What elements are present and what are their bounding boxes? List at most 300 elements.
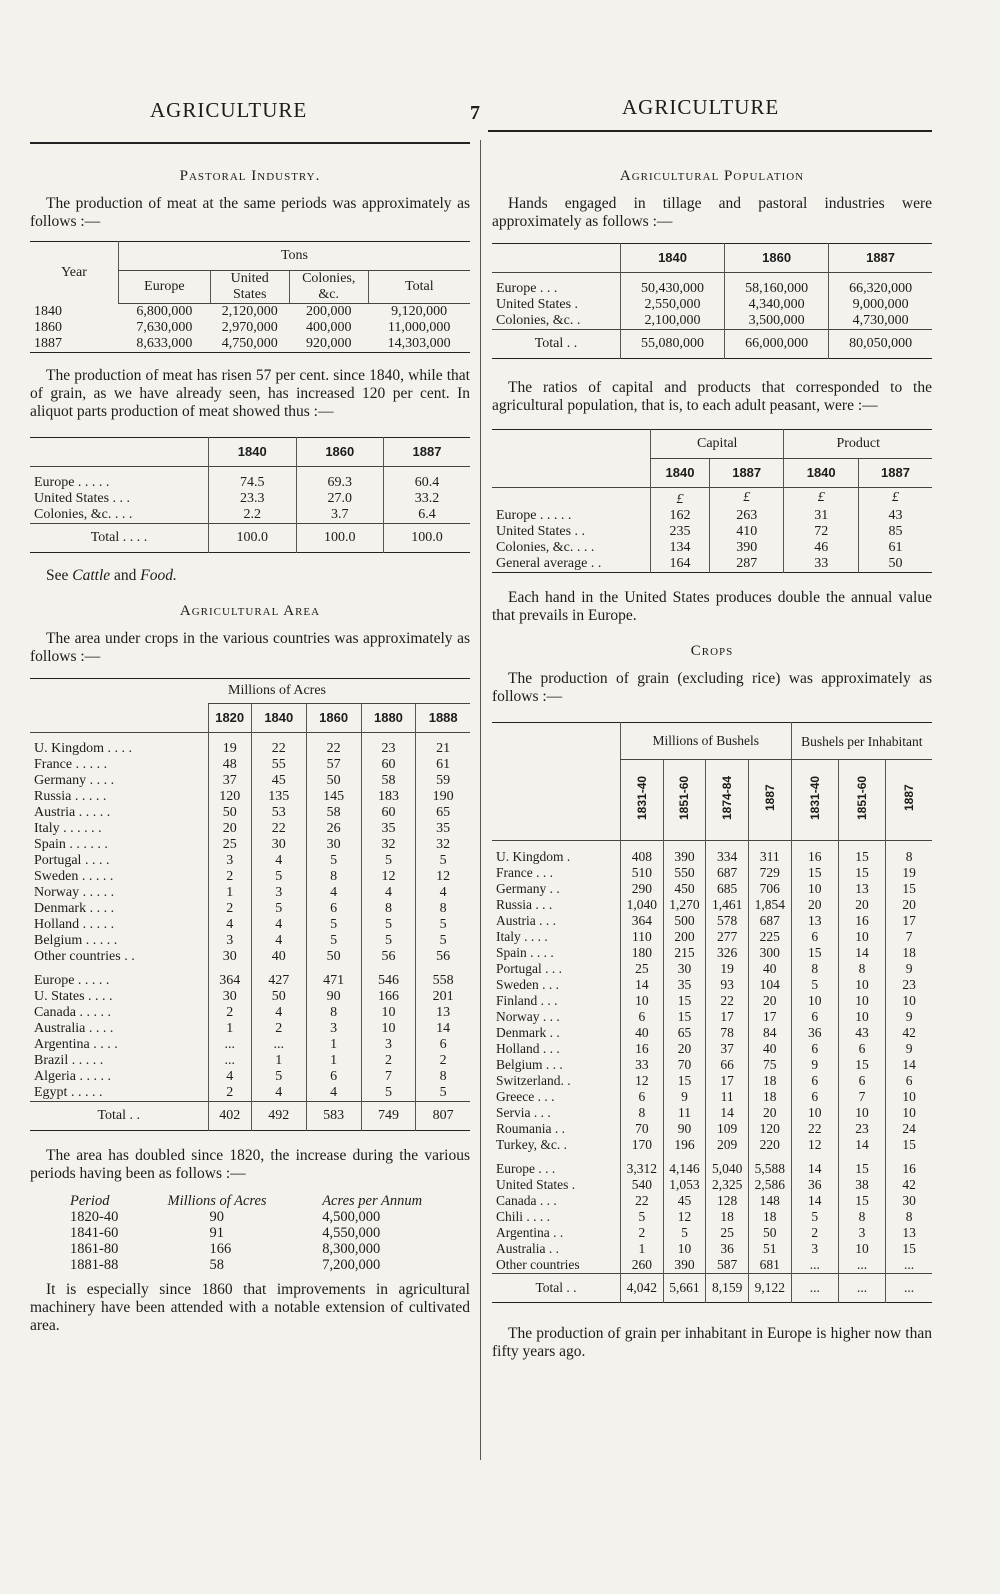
col-header	[706, 760, 749, 841]
table-cell: 450	[663, 881, 706, 897]
table-cell: 5	[361, 933, 416, 949]
table-row	[492, 1137, 932, 1153]
table-cell: 8	[361, 901, 416, 917]
table-row	[492, 865, 932, 881]
table-cell: 749	[361, 1102, 416, 1131]
row-label: Other countries . .	[34, 949, 135, 964]
table-row	[492, 524, 932, 540]
table-cell: 90	[306, 989, 361, 1005]
table-cell: 33	[621, 1057, 664, 1073]
table-cell: 3	[306, 1021, 361, 1037]
row-label: Norway . . . . .	[34, 885, 115, 900]
running-title-left: AGRICULTURE	[150, 98, 308, 122]
table-cell: 38	[838, 1177, 885, 1193]
area-intro: The area under crops in the various countries was approximately as follows :—	[30, 630, 470, 665]
table-cell: 492	[251, 1102, 306, 1131]
table-cell: 23.3	[209, 491, 297, 507]
table-cell: 6	[791, 1073, 838, 1089]
table-row	[492, 1009, 932, 1025]
table-cell: 5	[251, 869, 306, 885]
table-cell: 13	[838, 881, 885, 897]
table-cell: 326	[706, 945, 749, 961]
col-header-text: 1831-40	[807, 775, 822, 821]
table-cell: 183	[361, 789, 416, 805]
table-cell: 164	[651, 556, 710, 573]
grain-table	[492, 722, 932, 1303]
table-cell: 14	[838, 1137, 885, 1153]
table-cell: 26	[306, 821, 361, 837]
row-label: General average . .	[496, 556, 602, 571]
row-label: Canada . . .	[496, 1193, 557, 1208]
table-cell: 2	[621, 1225, 664, 1241]
table-cell: 5,661	[663, 1274, 706, 1303]
table-cell: 5	[416, 1085, 470, 1102]
table-cell: 1,270	[663, 897, 706, 913]
row-label: Denmark . .	[496, 1025, 560, 1040]
table-cell: 20	[748, 1105, 791, 1121]
table-row	[492, 508, 932, 524]
table-cell: 5	[306, 933, 361, 949]
currency-symbol: £	[709, 488, 784, 509]
table-cell: 13	[416, 1005, 470, 1021]
right-column	[492, 150, 932, 1361]
row-label: Turkey, &c. .	[496, 1137, 568, 1152]
table-cell: 45	[663, 1193, 706, 1209]
tons-header: Tons	[119, 242, 471, 271]
col-header	[663, 760, 706, 841]
aliquot-table	[30, 437, 470, 553]
row-label: France . . .	[496, 865, 553, 880]
table-cell: 2	[208, 1085, 251, 1102]
row-label: 1840	[34, 303, 62, 319]
acres-header: Millions of Acres	[208, 679, 470, 704]
table-cell: 30	[886, 1193, 932, 1209]
table-cell: 20	[791, 897, 838, 913]
pastoral-intro: The production of meat at the same periods was approximately as follows :—	[30, 195, 470, 230]
table-cell: 5,040	[706, 1153, 749, 1177]
table-cell: 18	[748, 1089, 791, 1105]
table-cell: 6	[621, 1089, 664, 1105]
table-cell: 56	[416, 949, 470, 965]
table-row	[492, 945, 932, 961]
table-row	[30, 320, 470, 336]
table-cell: 30	[663, 961, 706, 977]
table-cell: 6.4	[384, 507, 470, 524]
row-label: Greece . . .	[496, 1089, 555, 1104]
col-header-text: 1887	[902, 784, 917, 812]
table-cell: 9,122	[748, 1274, 791, 1303]
table-cell: 22	[251, 733, 306, 758]
table-cell: 290	[621, 881, 664, 897]
table-cell: 729	[748, 865, 791, 881]
table-row	[492, 961, 932, 977]
table-cell: 300	[748, 945, 791, 961]
row-label: Total . .	[492, 330, 621, 359]
table-cell: 43	[858, 508, 932, 524]
table-cell: 9	[886, 1009, 932, 1025]
col-header-text: 1874-84	[720, 775, 735, 821]
table-cell: 3	[838, 1225, 885, 1241]
table-cell: 8	[838, 1209, 885, 1225]
table-cell: 2,100,000	[621, 313, 725, 330]
table-cell: 5	[791, 1209, 838, 1225]
value-cell: 166	[209, 1241, 232, 1257]
row-label: Brazil . . . . .	[34, 1053, 104, 1068]
capital-product-table	[492, 429, 932, 573]
col-header: 1840	[621, 244, 725, 273]
grain-total	[492, 1274, 932, 1303]
table-cell: 58,160,000	[725, 273, 829, 298]
total-row	[30, 524, 470, 553]
row-label: Argentina . .	[496, 1225, 564, 1240]
table-cell: 15	[791, 865, 838, 881]
table-cell: 6	[838, 1073, 885, 1089]
table-cell: 9,000,000	[829, 297, 932, 313]
row-label: Sweden . . . . .	[34, 869, 114, 884]
table-cell: 1	[208, 1021, 251, 1037]
table-cell: 390	[663, 841, 706, 866]
table-cell: 65	[663, 1025, 706, 1041]
table-row	[492, 273, 932, 298]
row-label: United States .	[496, 297, 579, 312]
table-row	[492, 1089, 932, 1105]
table-cell: 100.0	[384, 524, 470, 553]
row-label: Spain . . . .	[496, 945, 554, 960]
table-cell: 166	[361, 989, 416, 1005]
table-cell: 33.2	[384, 491, 470, 507]
table-row	[492, 1121, 932, 1137]
table-cell: 2	[251, 1021, 306, 1037]
table-cell: 15	[838, 1153, 885, 1177]
table-cell: 4	[251, 917, 306, 933]
table-cell: 201	[416, 989, 470, 1005]
table-row	[492, 556, 932, 573]
table-row	[30, 491, 470, 507]
table-cell: 35	[416, 821, 470, 837]
table-cell: 390	[709, 540, 784, 556]
table-cell: 32	[416, 837, 470, 853]
table-cell: ...	[886, 1274, 932, 1303]
row-label: Holland . . .	[496, 1041, 560, 1056]
row-label: 1887	[34, 336, 62, 351]
meat-production-table	[30, 241, 470, 353]
table-cell: 50	[306, 949, 361, 965]
table-cell: 10	[663, 1241, 706, 1257]
table-cell: 7	[361, 1069, 416, 1085]
table-row	[30, 949, 470, 965]
table-cell: 2	[208, 901, 251, 917]
table-cell: 685	[706, 881, 749, 897]
table-cell: 27.0	[296, 491, 384, 507]
section-title-area: Agricultural Area	[179, 603, 321, 619]
table-cell: 8	[416, 901, 470, 917]
table-row	[492, 881, 932, 897]
value-cell: 58	[209, 1257, 224, 1273]
table-cell: 60	[361, 757, 416, 773]
col-header	[791, 760, 838, 841]
table-cell: 7,630,000	[136, 320, 193, 335]
table-row	[30, 1005, 470, 1021]
table-cell: 287	[709, 556, 784, 573]
table-cell: 30	[251, 837, 306, 853]
table-cell: 1,040	[621, 897, 664, 913]
table-row	[492, 1041, 932, 1057]
table-row	[492, 1209, 932, 1225]
table-cell: 15	[838, 1057, 885, 1073]
table-row	[492, 1241, 932, 1257]
currency-symbol: £	[858, 488, 932, 509]
col-header: 1860	[296, 438, 384, 467]
table-row	[30, 885, 470, 901]
table-cell: 5	[306, 917, 361, 933]
total-row	[30, 1102, 470, 1131]
table-cell: 10	[621, 993, 664, 1009]
value-cell: 90	[209, 1209, 224, 1225]
table-cell: 37	[706, 1041, 749, 1057]
table-cell: 402	[208, 1102, 251, 1131]
table-cell: 6	[791, 1041, 838, 1057]
table-row	[492, 540, 932, 556]
row-label: Europe . . . . .	[496, 508, 572, 523]
table-row	[492, 1257, 932, 1274]
table-cell: 13	[791, 913, 838, 929]
table-cell: 15	[838, 1193, 885, 1209]
table-cell: 30	[208, 949, 251, 965]
bushels-header: Millions of Bushels	[621, 723, 792, 760]
table-cell: 6	[416, 1037, 470, 1053]
table-cell: 66,320,000	[829, 273, 932, 298]
table-cell: 55,080,000	[621, 330, 725, 359]
row-label: Russia . . . . .	[34, 789, 107, 804]
table-cell: 31	[784, 508, 859, 524]
population-intro: Hands engaged in tillage and pastoral industries were approximately as follows :—	[492, 195, 932, 230]
col-header: 1840	[251, 704, 306, 733]
table-cell: 104	[748, 977, 791, 993]
row-label: Other countries	[496, 1257, 580, 1272]
table-cell: 35	[663, 977, 706, 993]
running-title-right: AGRICULTURE	[622, 95, 780, 119]
table-cell: 50	[306, 773, 361, 789]
table-row	[30, 853, 470, 869]
table-cell: 578	[706, 913, 749, 929]
col-header: 1887	[858, 459, 932, 488]
table-cell: 57	[306, 757, 361, 773]
table-cell: 8	[838, 961, 885, 977]
row-label: Belgium . . . . .	[34, 933, 118, 948]
table-cell: 59	[416, 773, 470, 789]
grain-body-regions	[492, 1153, 932, 1274]
col-header: 1860	[725, 244, 829, 273]
table-cell: 5	[361, 917, 416, 933]
col-header: Europe	[119, 271, 211, 304]
col-header: 1887	[384, 438, 470, 467]
row-label: Italy . . . . . .	[34, 821, 102, 836]
total-row	[492, 1274, 932, 1303]
table-cell: 8,633,000	[136, 336, 193, 351]
value-cell: 8,300,000	[322, 1241, 381, 1257]
table-cell: 11,000,000	[387, 320, 451, 335]
table-cell: 30	[208, 989, 251, 1005]
table-cell: 14	[791, 1153, 838, 1177]
table-cell: 17	[706, 1009, 749, 1025]
col-header: 1887	[709, 459, 784, 488]
col-header-text: 1851-60	[855, 775, 869, 821]
row-label: Denmark . . . .	[34, 901, 115, 916]
table-cell: 30	[306, 837, 361, 853]
table-row	[492, 1225, 932, 1241]
table-cell: 93	[706, 977, 749, 993]
table-cell: ...	[838, 1257, 885, 1274]
table-cell: 14	[886, 1057, 932, 1073]
row-label: Algeria . . . . .	[34, 1069, 111, 1084]
table-cell: 390	[663, 1257, 706, 1274]
table-row	[30, 304, 470, 321]
table-cell: 58	[361, 773, 416, 789]
table-cell: 14	[791, 1193, 838, 1209]
row-label: Canada . . . . .	[34, 1005, 111, 1020]
table-row	[30, 933, 470, 949]
value-cell: 4,500,000	[322, 1209, 381, 1225]
table-row	[30, 1069, 470, 1085]
table-cell: 120	[208, 789, 251, 805]
table-cell: 364	[208, 965, 251, 989]
table-cell: 9	[886, 1041, 932, 1057]
area-table	[30, 678, 470, 1131]
col-header: 1820	[208, 704, 251, 733]
period-cell: 1820-40	[70, 1209, 119, 1225]
table-cell: 40	[251, 949, 306, 965]
table-cell: 263	[709, 508, 784, 524]
col-header: 1860	[306, 704, 361, 733]
area-doubled-paragraph: The area has doubled since 1820, the increase during the various periods having been as follows :—	[30, 1147, 470, 1182]
table-cell: ...	[251, 1037, 306, 1053]
table-cell: 4,042	[621, 1274, 664, 1303]
table-cell: 2	[208, 1005, 251, 1021]
table-cell: 170	[621, 1137, 664, 1153]
table-cell: 4	[361, 885, 416, 901]
table-cell: 18	[748, 1209, 791, 1225]
table-cell: 60	[361, 805, 416, 821]
table-row	[492, 913, 932, 929]
table-cell: 235	[651, 524, 710, 540]
table-cell: 48	[208, 757, 251, 773]
table-cell: 7	[838, 1089, 885, 1105]
table-cell: 65	[416, 805, 470, 821]
table-cell: 14	[621, 977, 664, 993]
table-cell: 10	[791, 881, 838, 897]
table-cell: ...	[208, 1053, 251, 1069]
table-cell: 15	[886, 881, 932, 897]
ratios-intro: The ratios of capital and products that corresponded to the agricultural population, that is, to each adult peasant, were :—	[492, 379, 932, 414]
crops-intro: The production of grain (excluding rice) was approximately as follows :—	[492, 670, 932, 705]
row-label: Germany . .	[496, 881, 560, 896]
table-cell: 36	[791, 1025, 838, 1041]
table-cell: 50	[208, 805, 251, 821]
row-label: Total . .	[492, 1274, 621, 1303]
table-cell: 10	[886, 1105, 932, 1121]
row-label: Chili . . . .	[496, 1209, 551, 1224]
table-cell: 587	[706, 1257, 749, 1274]
table-row	[30, 773, 470, 789]
table-cell: 1	[251, 1053, 306, 1069]
table-cell: 15	[791, 945, 838, 961]
left-column	[30, 150, 470, 1335]
population-body	[492, 273, 932, 330]
table-cell: 12	[416, 869, 470, 885]
table-row	[30, 1021, 470, 1037]
table-cell: 2	[361, 1053, 416, 1069]
table-cell: 19	[706, 961, 749, 977]
table-cell: 120	[748, 1121, 791, 1137]
table-cell: 9	[886, 961, 932, 977]
table-cell: 209	[706, 1137, 749, 1153]
table-cell: 4	[306, 885, 361, 901]
header-rule-right	[488, 130, 932, 132]
row-label: Europe . . . . .	[34, 973, 110, 988]
table-cell: 4	[306, 1085, 361, 1102]
table-row	[30, 917, 470, 933]
table-row	[30, 757, 470, 773]
table-cell: 10	[838, 929, 885, 945]
table-cell: 3	[251, 885, 306, 901]
row-label: Belgium . . .	[496, 1057, 563, 1072]
row-label: Colonies, &c. . . .	[496, 540, 595, 555]
table-cell: 4,340,000	[725, 297, 829, 313]
col-header	[838, 760, 885, 841]
row-label: Holland . . . . .	[34, 917, 115, 932]
table-cell: 5	[416, 853, 470, 869]
table-cell: 20	[886, 897, 932, 913]
area-body-countries	[30, 733, 470, 966]
table-cell: 145	[306, 789, 361, 805]
table-cell: 74.5	[209, 467, 297, 492]
acres-per-annum-header: Acres per Annum	[322, 1193, 423, 1209]
row-label: Colonies, &c. .	[496, 313, 581, 328]
table-cell: 681	[748, 1257, 791, 1274]
table-cell: 8	[886, 841, 932, 866]
table-cell: 19	[886, 865, 932, 881]
section-title-crops: Crops	[690, 643, 734, 659]
population-total	[492, 330, 932, 359]
header-rule-left	[30, 142, 470, 144]
table-cell: 558	[416, 965, 470, 989]
table-cell: 75	[748, 1057, 791, 1073]
per-inhabitant-header: Bushels per Inhabitant	[791, 723, 932, 760]
table-cell: 6	[621, 1009, 664, 1025]
table-cell: 364	[621, 913, 664, 929]
row-label: Argentina . . . .	[34, 1037, 118, 1052]
row-label: Total . . . .	[30, 524, 209, 553]
col-header-text: 1851-60	[677, 775, 692, 821]
table-cell: 22	[306, 733, 361, 758]
table-row	[30, 805, 470, 821]
row-label: Italy . . . .	[496, 929, 548, 944]
table-cell: 25	[706, 1225, 749, 1241]
millions-header: Millions of Acres	[167, 1193, 267, 1209]
table-cell: 1	[621, 1241, 664, 1257]
value-cell: 4,550,000	[322, 1225, 381, 1241]
table-cell: 35	[361, 821, 416, 837]
table-cell: 180	[621, 945, 664, 961]
table-cell: 8	[306, 1005, 361, 1021]
table-cell: 6	[838, 1041, 885, 1057]
row-label: United States .	[496, 1177, 576, 1192]
table-row	[492, 993, 932, 1009]
row-label: U. States . . . .	[34, 989, 113, 1004]
table-cell: 260	[621, 1257, 664, 1274]
table-cell: 4	[251, 853, 306, 869]
table-cell: 12	[621, 1073, 664, 1089]
